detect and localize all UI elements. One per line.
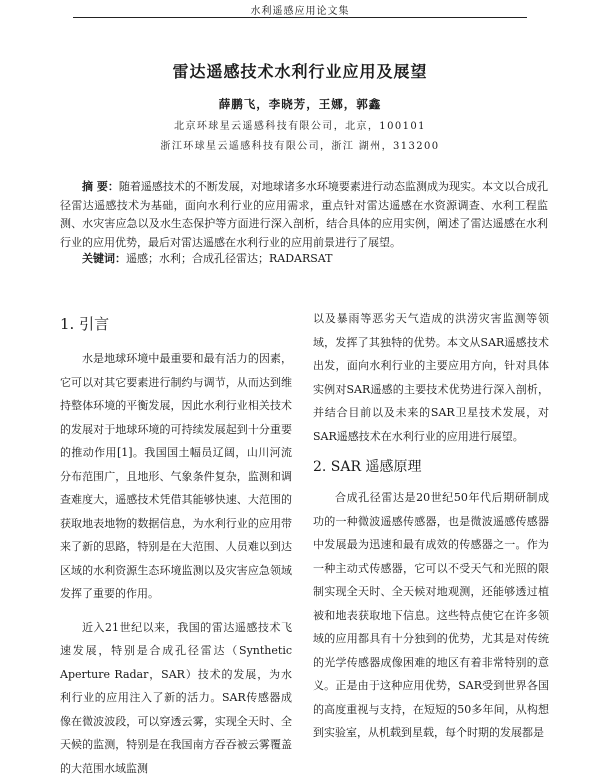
section-1-heading: 1. 引言 (60, 313, 292, 335)
abstract-label: 摘 要： (82, 180, 119, 193)
paragraph: 水是地球环境中最重要和最有活力的因素，它可以对其它要素进行制约与调节，从而达到维持整体环境的平衡发展，因此水利行业相关技术的发展对于地球环境的可持续发展起到十分重要的推动作用[1]。我国国土幅员辽阔，山川河流分布范围广，且地形、气象条件复杂，监测和调查难度大，遥感技术凭借其能够快速、大范围的获取地表地物的数据信息，为水利行业的应用带来了新的思路，特别是在大范围、人员难以到达区域的水利资源生态环境监测以及灾害应急领域发挥了重要的作用。 (60, 347, 292, 606)
abstract-text: 随着遥感技术的不断发展，对地球诸多水环境要素进行动态监测成为现实。本文以合成孔径雷达遥感技术为基础，面向水利行业的应用需求，重点针对雷达遥感在水资源调查、水利工程监测、水灾害应急以及水生态保护等方面进行深入剖析，结合具体的应用实例，阐述了雷达遥感在水利行业的应用优势，最后对雷达遥感在水利行业的应用前景进行了展望。 (60, 180, 548, 249)
section-2-heading: 2. SAR 遥感原理 (313, 456, 549, 478)
header-rule (73, 17, 527, 18)
paragraph: 以及暴雨等恶劣天气造成的洪涝灾害监测等领域，发挥了其独特的优势。本文从SAR遥感技术出发，面向水利行业的主要应用方向，针对具体实例对SAR遥感的主要技术优势进行深入剖析，并结合目前以及未来的SAR卫星技术发展，对SAR遥感技术在水利行业的应用进行展望。 (313, 307, 549, 448)
keywords (82, 250, 548, 266)
paragraph: 合成孔径雷达是20世纪50年代后期研制成功的一种微波遥感传感器，也是微波遥感传感器中发展最为迅速和最有成效的传感器之一。作为一种主动式传感器，它可以不受天气和光照的限制实现全天时、全天候对地观测，还能够透过植被和地表获取地下信息。这些特点使它在许多领域的应用都具有十分独到的优势，尤其是对传统的光学传感器成像困难的地区有着非常特别的意义。正是由于这种应用优势，SAR受到世界各国的高度重视与支持，在短短的50多年间，从构想到实验室，从机载到星载，每个时期的发展都是 (313, 486, 549, 745)
paper-title: 雷达遥感技术水利行业应用及展望 (0, 59, 600, 82)
keywords-label: 关键词： (82, 252, 126, 265)
running-head: 水利遥感应用论文集 (75, 2, 525, 16)
right-column (313, 307, 549, 745)
abstract (60, 178, 548, 252)
keywords-text: 遥感；水利；合成孔径雷达；RADARSAT (126, 252, 333, 265)
author-list: 薛鹏飞，李晓芳，王娜，郭鑫 (0, 96, 600, 112)
left-column (60, 307, 292, 780)
affiliation-2: 浙江环球星云遥感科技有限公司，浙江 湖州，313200 (0, 137, 600, 152)
affiliation-1: 北京环球星云遥感科技有限公司，北京，100101 (0, 117, 600, 132)
paragraph: 近入21世纪以来，我国的雷达遥感技术飞速发展，特别是合成孔径雷达（Synthetic Aperture Radar，SAR）技术的发展，为水利行业的应用注入了新的活力。SAR传感器成像在微波波段，可以穿透云雾，实现全天时、全天候的监测，特别是在我国南方吞吞被云雾覆盖的大范围水域监测 (60, 616, 292, 780)
